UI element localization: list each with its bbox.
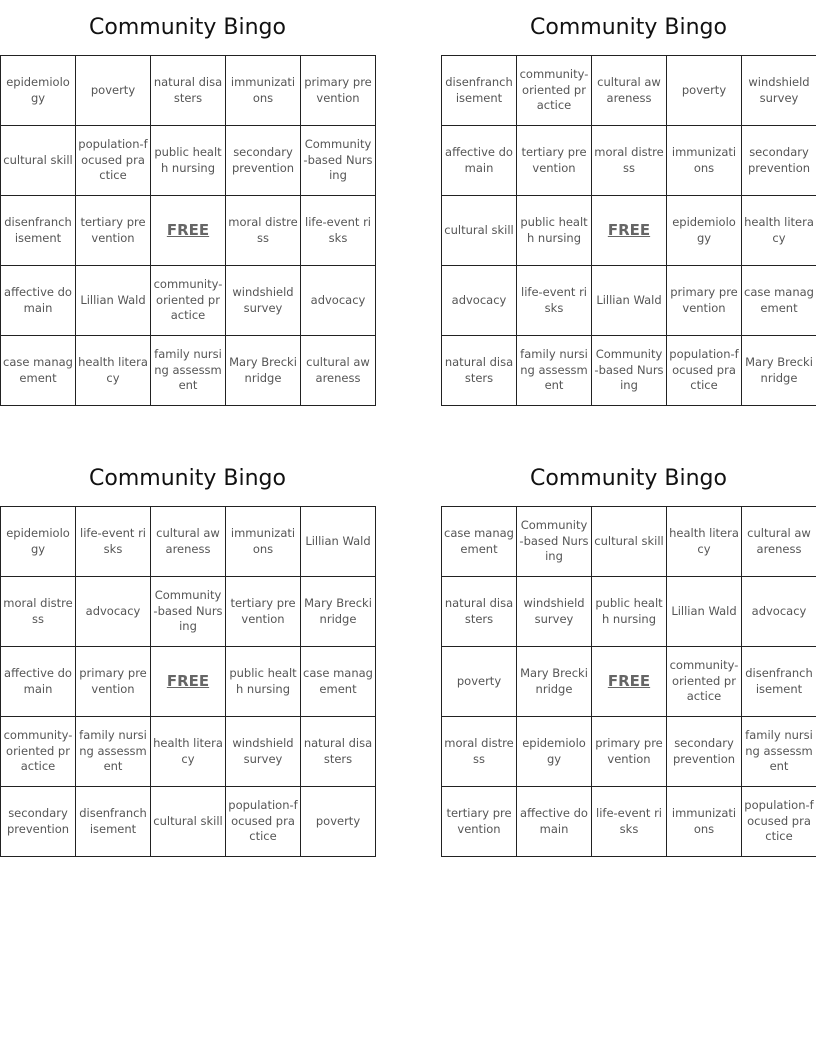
grid-row xyxy=(1,577,376,647)
grid-cell: population-focused practice xyxy=(667,336,742,406)
grid-row xyxy=(1,56,376,126)
grid-cell: moral distress xyxy=(226,196,301,266)
grid-cell: Mary Breckinridge xyxy=(226,336,301,406)
grid-cell: population-focused practice xyxy=(226,787,301,857)
grid-cell: immunizations xyxy=(667,787,742,857)
grid-cell: primary prevention xyxy=(301,56,376,126)
grid-cell: poverty xyxy=(301,787,376,857)
grid-cell: affective domain xyxy=(1,647,76,717)
grid-row xyxy=(442,507,816,577)
grid-row xyxy=(442,787,816,857)
grid-cell: Community-based Nursing xyxy=(517,507,592,577)
grid-cell: moral distress xyxy=(442,717,517,787)
grid-cell: immunizations xyxy=(667,126,742,196)
grid-row xyxy=(1,717,376,787)
grid-cell: tertiary prevention xyxy=(442,787,517,857)
grid-cell: immunizations xyxy=(226,507,301,577)
grid-cell: windshield survey xyxy=(226,266,301,336)
grid-cell: moral distress xyxy=(1,577,76,647)
grid-row xyxy=(1,266,376,336)
grid-cell: community-oriented practice xyxy=(667,647,742,717)
grid-cell: windshield survey xyxy=(226,717,301,787)
grid-cell: health literacy xyxy=(151,717,226,787)
grid-cell: secondary prevention xyxy=(1,787,76,857)
grid-cell: life-event risks xyxy=(517,266,592,336)
card-title: Community Bingo xyxy=(530,466,727,491)
grid-cell: Lillian Wald xyxy=(76,266,151,336)
card-title: Community Bingo xyxy=(89,15,286,40)
grid-cell: poverty xyxy=(442,647,517,717)
grid-cell: natural disasters xyxy=(301,717,376,787)
bingo-grid xyxy=(441,55,816,406)
grid-cell: family nursing assessment xyxy=(742,717,816,787)
grid-cell: cultural awareness xyxy=(592,56,667,126)
grid-cell: advocacy xyxy=(76,577,151,647)
grid-cell: natural disasters xyxy=(442,577,517,647)
grid-cell: tertiary prevention xyxy=(226,577,301,647)
grid-row xyxy=(442,577,816,647)
grid-row xyxy=(1,336,376,406)
grid-cell: epidemiology xyxy=(667,196,742,266)
grid-cell: advocacy xyxy=(301,266,376,336)
grid-row xyxy=(1,126,376,196)
grid-cell: case management xyxy=(742,266,816,336)
grid-cell: health literacy xyxy=(667,507,742,577)
grid-cell: immunizations xyxy=(226,56,301,126)
grid-cell: life-event risks xyxy=(76,507,151,577)
grid-row xyxy=(1,507,376,577)
grid-cell: secondary prevention xyxy=(226,126,301,196)
free-space-cell: FREE xyxy=(151,196,226,266)
grid-row xyxy=(442,336,816,406)
grid-cell: cultural awareness xyxy=(742,507,816,577)
grid-cell: Lillian Wald xyxy=(667,577,742,647)
grid-cell: family nursing assessment xyxy=(76,717,151,787)
grid-cell: poverty xyxy=(667,56,742,126)
grid-cell: advocacy xyxy=(442,266,517,336)
bingo-grid xyxy=(441,506,816,857)
grid-cell: cultural skill xyxy=(151,787,226,857)
grid-cell: cultural skill xyxy=(592,507,667,577)
grid-row xyxy=(442,56,816,126)
grid-cell: Community-based Nursing xyxy=(301,126,376,196)
grid-cell: primary prevention xyxy=(592,717,667,787)
grid-cell: public health nursing xyxy=(226,647,301,717)
grid-row xyxy=(442,647,816,717)
grid-cell: Lillian Wald xyxy=(301,507,376,577)
grid-cell: affective domain xyxy=(517,787,592,857)
grid-cell: Mary Breckinridge xyxy=(742,336,816,406)
grid-cell: tertiary prevention xyxy=(517,126,592,196)
grid-cell: case management xyxy=(301,647,376,717)
grid-cell: Mary Breckinridge xyxy=(517,647,592,717)
grid-cell: secondary prevention xyxy=(742,126,816,196)
grid-cell: affective domain xyxy=(442,126,517,196)
bingo-grid xyxy=(0,506,376,857)
grid-cell: disenfranchisement xyxy=(742,647,816,717)
grid-cell: poverty xyxy=(76,56,151,126)
grid-cell: epidemiology xyxy=(1,56,76,126)
grid-cell: family nursing assessment xyxy=(151,336,226,406)
grid-cell: family nursing assessment xyxy=(517,336,592,406)
grid-cell: primary prevention xyxy=(667,266,742,336)
grid-row xyxy=(1,196,376,266)
grid-cell: moral distress xyxy=(592,126,667,196)
grid-cell: cultural skill xyxy=(1,126,76,196)
grid-row xyxy=(442,196,816,266)
grid-cell: natural disasters xyxy=(442,336,517,406)
grid-cell: public health nursing xyxy=(517,196,592,266)
grid-cell: natural disasters xyxy=(151,56,226,126)
grid-cell: cultural awareness xyxy=(151,507,226,577)
grid-row xyxy=(1,787,376,857)
grid-cell: Lillian Wald xyxy=(592,266,667,336)
grid-cell: affective domain xyxy=(1,266,76,336)
card-title: Community Bingo xyxy=(89,466,286,491)
free-space-cell: FREE xyxy=(592,647,667,717)
grid-cell: population-focused practice xyxy=(742,787,816,857)
grid-cell: disenfranchisement xyxy=(76,787,151,857)
grid-cell: cultural skill xyxy=(442,196,517,266)
grid-cell: case management xyxy=(1,336,76,406)
grid-cell: public health nursing xyxy=(592,577,667,647)
grid-cell: Mary Breckinridge xyxy=(301,577,376,647)
bingo-grid xyxy=(0,55,376,406)
grid-cell: public health nursing xyxy=(151,126,226,196)
card-title: Community Bingo xyxy=(530,15,727,40)
grid-row xyxy=(442,126,816,196)
grid-cell: primary prevention xyxy=(76,647,151,717)
grid-cell: advocacy xyxy=(742,577,816,647)
grid-cell: Community-based Nursing xyxy=(592,336,667,406)
grid-cell: disenfranchisement xyxy=(1,196,76,266)
grid-cell: population-focused practice xyxy=(76,126,151,196)
grid-cell: case management xyxy=(442,507,517,577)
free-space-cell: FREE xyxy=(592,196,667,266)
grid-cell: disenfranchisement xyxy=(442,56,517,126)
grid-cell: windshield survey xyxy=(742,56,816,126)
grid-row xyxy=(1,647,376,717)
grid-cell: epidemiology xyxy=(1,507,76,577)
grid-cell: health literacy xyxy=(742,196,816,266)
grid-cell: tertiary prevention xyxy=(76,196,151,266)
grid-cell: secondary prevention xyxy=(667,717,742,787)
grid-cell: health literacy xyxy=(76,336,151,406)
grid-cell: cultural awareness xyxy=(301,336,376,406)
grid-cell: life-event risks xyxy=(301,196,376,266)
grid-cell: community-oriented practice xyxy=(151,266,226,336)
grid-cell: life-event risks xyxy=(592,787,667,857)
grid-cell: epidemiology xyxy=(517,717,592,787)
grid-cell: community-oriented practice xyxy=(1,717,76,787)
grid-row xyxy=(442,717,816,787)
grid-cell: windshield survey xyxy=(517,577,592,647)
free-space-cell: FREE xyxy=(151,647,226,717)
grid-cell: Community-based Nursing xyxy=(151,577,226,647)
grid-row xyxy=(442,266,816,336)
grid-cell: community-oriented practice xyxy=(517,56,592,126)
